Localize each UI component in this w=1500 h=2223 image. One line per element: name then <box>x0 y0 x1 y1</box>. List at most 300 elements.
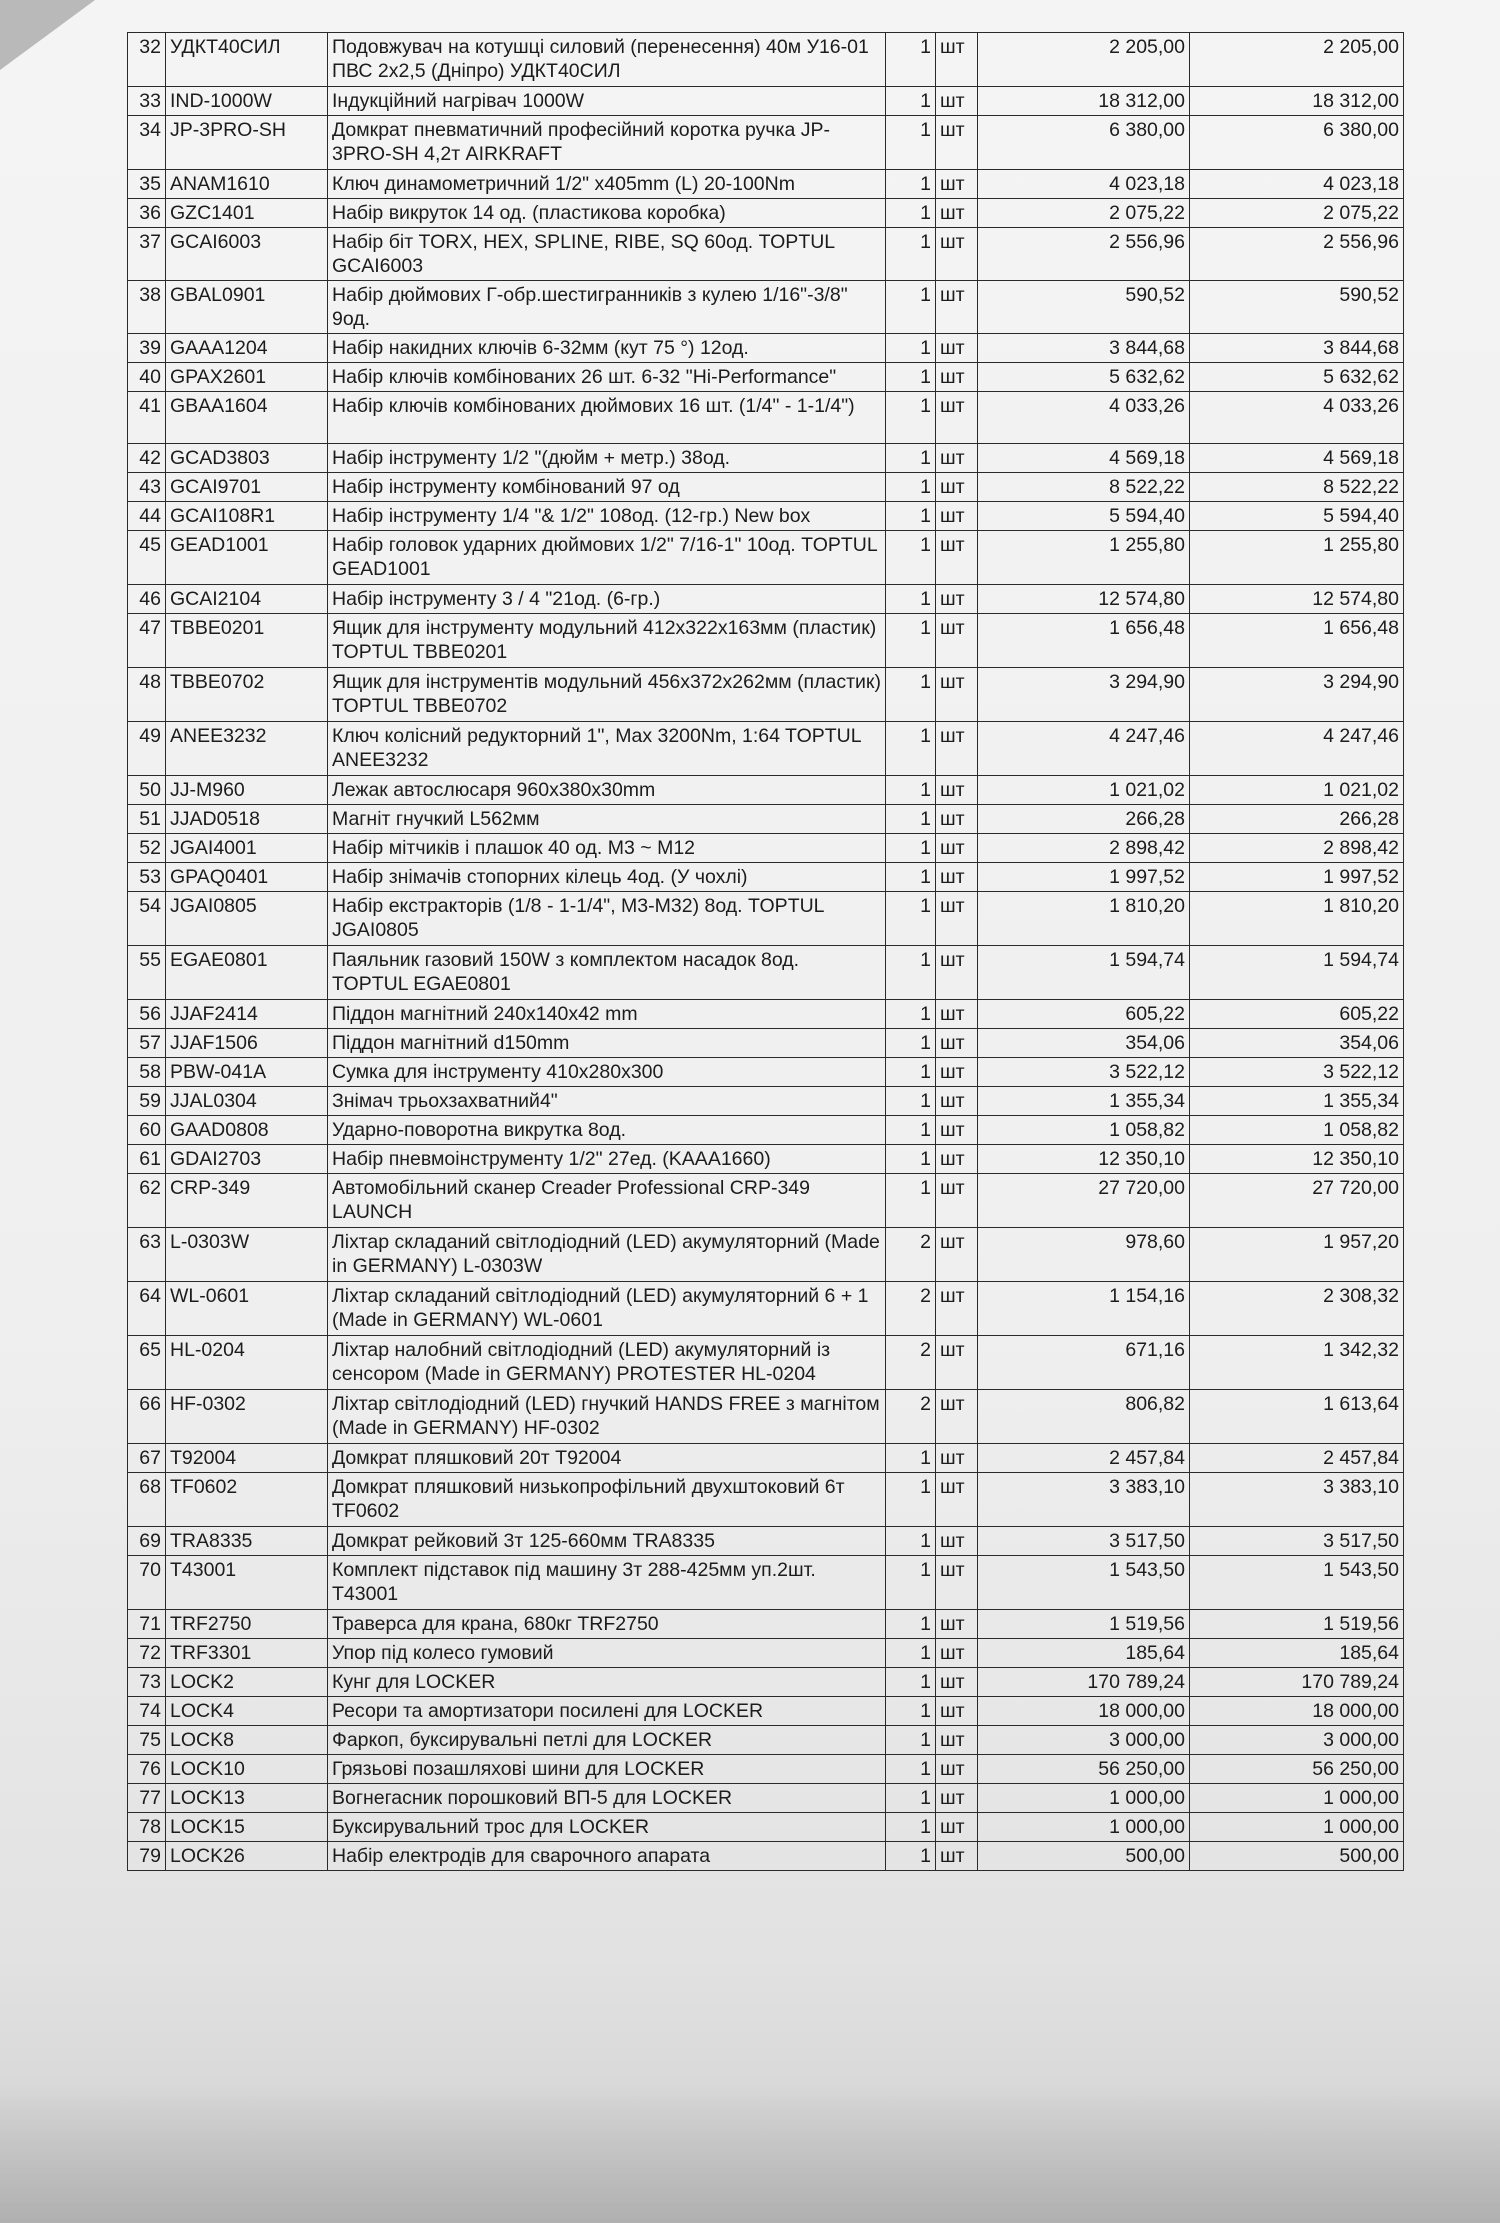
item-description: Упор під колесо гумовий <box>328 1639 886 1668</box>
row-number: 56 <box>128 1000 166 1029</box>
item-price: 3 517,50 <box>978 1527 1190 1556</box>
item-description: Буксирувальний трос для LOCKER <box>328 1813 886 1842</box>
item-description: Набір дюймових Г-обр.шестигранників з кулею 1/16"-3/8" 9од. <box>328 281 886 334</box>
table-row <box>128 1174 1404 1228</box>
item-quantity: 1 <box>886 1116 936 1145</box>
table-row <box>128 892 1404 946</box>
item-total: 5 632,62 <box>1190 363 1404 392</box>
item-quantity: 1 <box>886 1473 936 1527</box>
item-total: 8 522,22 <box>1190 473 1404 502</box>
invoice-table <box>127 32 1404 1871</box>
table-row <box>128 363 1404 392</box>
item-quantity: 1 <box>886 363 936 392</box>
item-price: 5 594,40 <box>978 502 1190 531</box>
item-price: 2 205,00 <box>978 33 1190 87</box>
table-row <box>128 1390 1404 1444</box>
item-unit: шт <box>936 1610 978 1639</box>
table-row <box>128 1813 1404 1842</box>
table-row <box>128 1473 1404 1527</box>
item-code: HF-0302 <box>166 1390 328 1444</box>
item-unit: шт <box>936 531 978 585</box>
item-description: Набір інструменту комбінований 97 од <box>328 473 886 502</box>
item-total: 2 308,32 <box>1190 1282 1404 1336</box>
row-number: 68 <box>128 1473 166 1527</box>
item-code: JGAI0805 <box>166 892 328 946</box>
row-number: 54 <box>128 892 166 946</box>
item-description: Знімач трьохзахватний4" <box>328 1087 886 1116</box>
item-code: T92004 <box>166 1444 328 1473</box>
bottom-shadow <box>0 2083 1500 2223</box>
table-row <box>128 946 1404 1000</box>
table-row <box>128 614 1404 668</box>
item-description: Вогнегасник порошковий ВП-5 для LOCKER <box>328 1784 886 1813</box>
item-unit: шт <box>936 281 978 334</box>
item-price: 266,28 <box>978 805 1190 834</box>
row-number: 35 <box>128 170 166 199</box>
item-quantity: 1 <box>886 1058 936 1087</box>
table-row <box>128 585 1404 614</box>
item-price: 978,60 <box>978 1228 1190 1282</box>
item-price: 605,22 <box>978 1000 1190 1029</box>
item-code: JJ-M960 <box>166 776 328 805</box>
item-price: 5 632,62 <box>978 363 1190 392</box>
item-code: TBBE0702 <box>166 668 328 722</box>
item-description: Паяльник газовий 150W з комплектом насадок 8од. TOPTUL EGAE0801 <box>328 946 886 1000</box>
item-price: 18 312,00 <box>978 87 1190 116</box>
row-number: 73 <box>128 1668 166 1697</box>
item-unit: шт <box>936 834 978 863</box>
item-total: 3 294,90 <box>1190 668 1404 722</box>
item-quantity: 1 <box>886 1087 936 1116</box>
row-number: 79 <box>128 1842 166 1871</box>
item-price: 1 810,20 <box>978 892 1190 946</box>
row-number: 37 <box>128 228 166 281</box>
item-description: Індукційний нагрівач 1000W <box>328 87 886 116</box>
item-quantity: 1 <box>886 502 936 531</box>
table-row <box>128 1228 1404 1282</box>
row-number: 34 <box>128 116 166 170</box>
item-code: JP-3PRO-SH <box>166 116 328 170</box>
table-row <box>128 668 1404 722</box>
table-row <box>128 863 1404 892</box>
item-quantity: 1 <box>886 1000 936 1029</box>
row-number: 67 <box>128 1444 166 1473</box>
table-row <box>128 1668 1404 1697</box>
item-quantity: 1 <box>886 1610 936 1639</box>
table-row <box>128 1697 1404 1726</box>
item-quantity: 1 <box>886 776 936 805</box>
item-code: LOCK10 <box>166 1755 328 1784</box>
item-quantity: 1 <box>886 1784 936 1813</box>
item-unit: шт <box>936 1087 978 1116</box>
item-price: 3 844,68 <box>978 334 1190 363</box>
item-price: 2 898,42 <box>978 834 1190 863</box>
table-row <box>128 1444 1404 1473</box>
item-code: LOCK15 <box>166 1813 328 1842</box>
row-number: 70 <box>128 1556 166 1610</box>
table-row <box>128 1726 1404 1755</box>
item-total: 185,64 <box>1190 1639 1404 1668</box>
row-number: 71 <box>128 1610 166 1639</box>
item-total: 1 594,74 <box>1190 946 1404 1000</box>
item-unit: шт <box>936 1697 978 1726</box>
row-number: 36 <box>128 199 166 228</box>
table-row <box>128 170 1404 199</box>
item-code: EGAE0801 <box>166 946 328 1000</box>
table-row <box>128 199 1404 228</box>
table-row <box>128 444 1404 473</box>
item-code: ANAM1610 <box>166 170 328 199</box>
item-description: Сумка для інструменту 410х280х300 <box>328 1058 886 1087</box>
item-unit: шт <box>936 585 978 614</box>
table-row <box>128 805 1404 834</box>
item-unit: шт <box>936 199 978 228</box>
table-row <box>128 1282 1404 1336</box>
row-number: 48 <box>128 668 166 722</box>
item-code: GCAI108R1 <box>166 502 328 531</box>
item-total: 1 000,00 <box>1190 1784 1404 1813</box>
item-description: Ящик для інструменту модульний 412х322х163мм (пластик) TOPTUL TBBE0201 <box>328 614 886 668</box>
item-price: 1 000,00 <box>978 1784 1190 1813</box>
table-row <box>128 1000 1404 1029</box>
item-code: LOCK2 <box>166 1668 328 1697</box>
item-description: Ліхтар складаний світлодіодний (LED) акумуляторний 6 + 1 (Made in GERMANY) WL-0601 <box>328 1282 886 1336</box>
item-unit: шт <box>936 334 978 363</box>
item-quantity: 1 <box>886 444 936 473</box>
item-total: 1 255,80 <box>1190 531 1404 585</box>
item-quantity: 1 <box>886 1755 936 1784</box>
row-number: 41 <box>128 392 166 444</box>
item-code: L-0303W <box>166 1228 328 1282</box>
item-total: 2 205,00 <box>1190 33 1404 87</box>
table-row <box>128 1116 1404 1145</box>
item-description: Подовжувач на котушці силовий (перенесення) 40м У16-01 ПВС 2х2,5 (Дніпро) УДКТ40СИЛ <box>328 33 886 87</box>
item-unit: шт <box>936 170 978 199</box>
row-number: 57 <box>128 1029 166 1058</box>
item-code: JJAF2414 <box>166 1000 328 1029</box>
item-total: 6 380,00 <box>1190 116 1404 170</box>
item-quantity: 1 <box>886 892 936 946</box>
table-row <box>128 228 1404 281</box>
item-code: JJAF1506 <box>166 1029 328 1058</box>
item-description: Ключ колісний редукторний 1", Max 3200Nm, 1:64 TOPTUL ANEE3232 <box>328 722 886 776</box>
item-unit: шт <box>936 1527 978 1556</box>
item-price: 3 383,10 <box>978 1473 1190 1527</box>
row-number: 60 <box>128 1116 166 1145</box>
item-unit: шт <box>936 1390 978 1444</box>
item-price: 354,06 <box>978 1029 1190 1058</box>
item-price: 1 997,52 <box>978 863 1190 892</box>
row-number: 50 <box>128 776 166 805</box>
table-row <box>128 531 1404 585</box>
item-price: 1 543,50 <box>978 1556 1190 1610</box>
table-row <box>128 502 1404 531</box>
item-code: JGAI4001 <box>166 834 328 863</box>
item-code: GCAI2104 <box>166 585 328 614</box>
item-price: 1 058,82 <box>978 1116 1190 1145</box>
item-unit: шт <box>936 392 978 444</box>
row-number: 58 <box>128 1058 166 1087</box>
row-number: 66 <box>128 1390 166 1444</box>
item-quantity: 1 <box>886 1668 936 1697</box>
item-unit: шт <box>936 1668 978 1697</box>
table-row <box>128 33 1404 87</box>
item-unit: шт <box>936 863 978 892</box>
item-unit: шт <box>936 1473 978 1527</box>
item-total: 2 457,84 <box>1190 1444 1404 1473</box>
item-quantity: 1 <box>886 1029 936 1058</box>
table-row <box>128 1755 1404 1784</box>
item-code: TRF2750 <box>166 1610 328 1639</box>
item-price: 3 000,00 <box>978 1726 1190 1755</box>
item-code: T43001 <box>166 1556 328 1610</box>
item-price: 3 294,90 <box>978 668 1190 722</box>
item-quantity: 1 <box>886 199 936 228</box>
item-description: Набір ключів комбінованих дюймових 16 шт. (1/4" - 1-1/4") <box>328 392 886 444</box>
item-price: 12 350,10 <box>978 1145 1190 1174</box>
item-description: Набір інструменту 3 / 4 "21од. (6-гр.) <box>328 585 886 614</box>
item-code: TRF3301 <box>166 1639 328 1668</box>
item-code: TBBE0201 <box>166 614 328 668</box>
item-price: 1 000,00 <box>978 1813 1190 1842</box>
item-unit: шт <box>936 1000 978 1029</box>
row-number: 75 <box>128 1726 166 1755</box>
row-number: 32 <box>128 33 166 87</box>
item-code: GAAA1204 <box>166 334 328 363</box>
item-description: Грязьові позашляхові шини для LOCKER <box>328 1755 886 1784</box>
item-price: 2 457,84 <box>978 1444 1190 1473</box>
item-quantity: 1 <box>886 116 936 170</box>
item-description: Траверса для крана, 680кг TRF2750 <box>328 1610 886 1639</box>
item-unit: шт <box>936 1639 978 1668</box>
item-price: 4 033,26 <box>978 392 1190 444</box>
item-total: 18 312,00 <box>1190 87 1404 116</box>
item-description: Піддон магнітний 240х140х42 mm <box>328 1000 886 1029</box>
row-number: 62 <box>128 1174 166 1228</box>
item-quantity: 1 <box>886 863 936 892</box>
item-code: GAAD0808 <box>166 1116 328 1145</box>
item-unit: шт <box>936 116 978 170</box>
table-row <box>128 1527 1404 1556</box>
row-number: 38 <box>128 281 166 334</box>
item-total: 5 594,40 <box>1190 502 1404 531</box>
item-total: 1 997,52 <box>1190 863 1404 892</box>
item-unit: шт <box>936 1784 978 1813</box>
table-row <box>128 1842 1404 1871</box>
item-total: 500,00 <box>1190 1842 1404 1871</box>
item-description: Домкрат пляшковий низькопрофільний двухштоковий 6т TF0602 <box>328 1473 886 1527</box>
item-quantity: 1 <box>886 228 936 281</box>
item-code: GCAD3803 <box>166 444 328 473</box>
row-number: 42 <box>128 444 166 473</box>
item-price: 170 789,24 <box>978 1668 1190 1697</box>
item-quantity: 1 <box>886 33 936 87</box>
item-quantity: 1 <box>886 585 936 614</box>
item-price: 671,16 <box>978 1336 1190 1390</box>
item-unit: шт <box>936 1755 978 1784</box>
item-unit: шт <box>936 805 978 834</box>
row-number: 55 <box>128 946 166 1000</box>
item-quantity: 1 <box>886 1639 936 1668</box>
item-price: 1 519,56 <box>978 1610 1190 1639</box>
item-unit: шт <box>936 1813 978 1842</box>
item-code: WL-0601 <box>166 1282 328 1336</box>
item-description: Піддон магнітний d150mm <box>328 1029 886 1058</box>
item-unit: шт <box>936 668 978 722</box>
item-code: GDAI2703 <box>166 1145 328 1174</box>
item-total: 605,22 <box>1190 1000 1404 1029</box>
item-unit: шт <box>936 722 978 776</box>
row-number: 78 <box>128 1813 166 1842</box>
item-quantity: 1 <box>886 170 936 199</box>
item-code: TRA8335 <box>166 1527 328 1556</box>
row-number: 77 <box>128 1784 166 1813</box>
item-code: GCAI9701 <box>166 473 328 502</box>
row-number: 49 <box>128 722 166 776</box>
item-unit: шт <box>936 1174 978 1228</box>
row-number: 43 <box>128 473 166 502</box>
item-quantity: 1 <box>886 473 936 502</box>
item-total: 3 383,10 <box>1190 1473 1404 1527</box>
item-code: GBAA1604 <box>166 392 328 444</box>
row-number: 64 <box>128 1282 166 1336</box>
item-code: GBAL0901 <box>166 281 328 334</box>
table-row <box>128 87 1404 116</box>
table-row <box>128 1556 1404 1610</box>
item-total: 12 574,80 <box>1190 585 1404 614</box>
item-quantity: 1 <box>886 392 936 444</box>
item-price: 1 656,48 <box>978 614 1190 668</box>
item-description: Ліхтар складаний світлодіодний (LED) акумуляторний (Made in GERMANY) L-0303W <box>328 1228 886 1282</box>
item-unit: шт <box>936 1444 978 1473</box>
item-quantity: 2 <box>886 1228 936 1282</box>
item-total: 1 342,32 <box>1190 1336 1404 1390</box>
item-code: JJAL0304 <box>166 1087 328 1116</box>
item-price: 1 594,74 <box>978 946 1190 1000</box>
item-unit: шт <box>936 1556 978 1610</box>
row-number: 53 <box>128 863 166 892</box>
item-unit: шт <box>936 473 978 502</box>
item-code: TF0602 <box>166 1473 328 1527</box>
item-code: GEAD1001 <box>166 531 328 585</box>
item-price: 2 075,22 <box>978 199 1190 228</box>
row-number: 52 <box>128 834 166 863</box>
item-unit: шт <box>936 1282 978 1336</box>
row-number: 46 <box>128 585 166 614</box>
item-code: HL-0204 <box>166 1336 328 1390</box>
item-unit: шт <box>936 776 978 805</box>
item-total: 12 350,10 <box>1190 1145 1404 1174</box>
row-number: 63 <box>128 1228 166 1282</box>
row-number: 39 <box>128 334 166 363</box>
table-row <box>128 334 1404 363</box>
table-row <box>128 722 1404 776</box>
item-code: LOCK4 <box>166 1697 328 1726</box>
item-unit: шт <box>936 1058 978 1087</box>
item-price: 4 023,18 <box>978 170 1190 199</box>
item-code: JJAD0518 <box>166 805 328 834</box>
item-quantity: 2 <box>886 1282 936 1336</box>
item-total: 3 844,68 <box>1190 334 1404 363</box>
item-price: 500,00 <box>978 1842 1190 1871</box>
item-quantity: 1 <box>886 1556 936 1610</box>
item-total: 1 021,02 <box>1190 776 1404 805</box>
item-description: Домкрат пляшковий 20т T92004 <box>328 1444 886 1473</box>
item-code: GCAI6003 <box>166 228 328 281</box>
row-number: 61 <box>128 1145 166 1174</box>
item-description: Фаркоп, буксирувальні петлі для LOCKER <box>328 1726 886 1755</box>
item-description: Набір головок ударних дюймових 1/2" 7/16-1" 10од. TOPTUL GEAD1001 <box>328 531 886 585</box>
row-number: 69 <box>128 1527 166 1556</box>
table-row <box>128 1610 1404 1639</box>
item-unit: шт <box>936 1116 978 1145</box>
item-price: 12 574,80 <box>978 585 1190 614</box>
item-description: Набір викруток 14 од. (пластикова коробка) <box>328 199 886 228</box>
item-quantity: 2 <box>886 1390 936 1444</box>
item-description: Набір знімачів стопорних кілець 4од. (У чохлі) <box>328 863 886 892</box>
item-description: Комплект підставок під машину 3т 288-425мм уп.2шт. T43001 <box>328 1556 886 1610</box>
item-quantity: 1 <box>886 1697 936 1726</box>
item-total: 18 000,00 <box>1190 1697 1404 1726</box>
item-total: 266,28 <box>1190 805 1404 834</box>
item-description: Ліхтар налобний світлодіодний (LED) акумуляторний із сенсором (Made in GERMANY) PROTESTER HL-0204 <box>328 1336 886 1390</box>
item-description: Кунг для LOCKER <box>328 1668 886 1697</box>
item-unit: шт <box>936 444 978 473</box>
item-quantity: 1 <box>886 1444 936 1473</box>
item-price: 8 522,22 <box>978 473 1190 502</box>
table-row <box>128 834 1404 863</box>
item-description: Набір екстракторів (1/8 - 1-1/4", М3-М32) 8од. TOPTUL JGAI0805 <box>328 892 886 946</box>
item-code: ANEE3232 <box>166 722 328 776</box>
table-row <box>128 776 1404 805</box>
item-code: LOCK13 <box>166 1784 328 1813</box>
item-total: 1 613,64 <box>1190 1390 1404 1444</box>
item-code: GPAQ0401 <box>166 863 328 892</box>
item-description: Ударно-поворотна викрутка 8од. <box>328 1116 886 1145</box>
table-row <box>128 1058 1404 1087</box>
item-total: 2 075,22 <box>1190 199 1404 228</box>
item-unit: шт <box>936 33 978 87</box>
row-number: 65 <box>128 1336 166 1390</box>
item-code: УДКТ40СИЛ <box>166 33 328 87</box>
folded-corner <box>0 0 95 70</box>
item-total: 170 789,24 <box>1190 1668 1404 1697</box>
table-row <box>128 1639 1404 1668</box>
item-description: Набір інструменту 1/4 "& 1/2" 108од. (12-гр.) New box <box>328 502 886 531</box>
item-code: GZC1401 <box>166 199 328 228</box>
item-price: 1 255,80 <box>978 531 1190 585</box>
table-row <box>128 1029 1404 1058</box>
item-unit: шт <box>936 502 978 531</box>
item-unit: шт <box>936 87 978 116</box>
item-description: Лежак автослюсаря 960х380х30mm <box>328 776 886 805</box>
item-description: Ящик для інструментів модульний 456х372х262мм (пластик) TOPTUL TBBE0702 <box>328 668 886 722</box>
item-quantity: 1 <box>886 722 936 776</box>
item-price: 4 247,46 <box>978 722 1190 776</box>
item-description: Магніт гнучкий L562мм <box>328 805 886 834</box>
table-row <box>128 1336 1404 1390</box>
item-total: 1 957,20 <box>1190 1228 1404 1282</box>
item-description: Набір біт TORX, HEX, SPLINE, RIBE, SQ 60од. TOPTUL GCAI6003 <box>328 228 886 281</box>
item-total: 1 355,34 <box>1190 1087 1404 1116</box>
item-unit: шт <box>936 1228 978 1282</box>
item-quantity: 1 <box>886 531 936 585</box>
item-quantity: 1 <box>886 946 936 1000</box>
item-description: Домкрат рейковий 3т 125-660мм TRA8335 <box>328 1527 886 1556</box>
item-price: 185,64 <box>978 1639 1190 1668</box>
item-price: 2 556,96 <box>978 228 1190 281</box>
item-description: Автомобільний сканер Creader Professional CRP-349 LAUNCH <box>328 1174 886 1228</box>
